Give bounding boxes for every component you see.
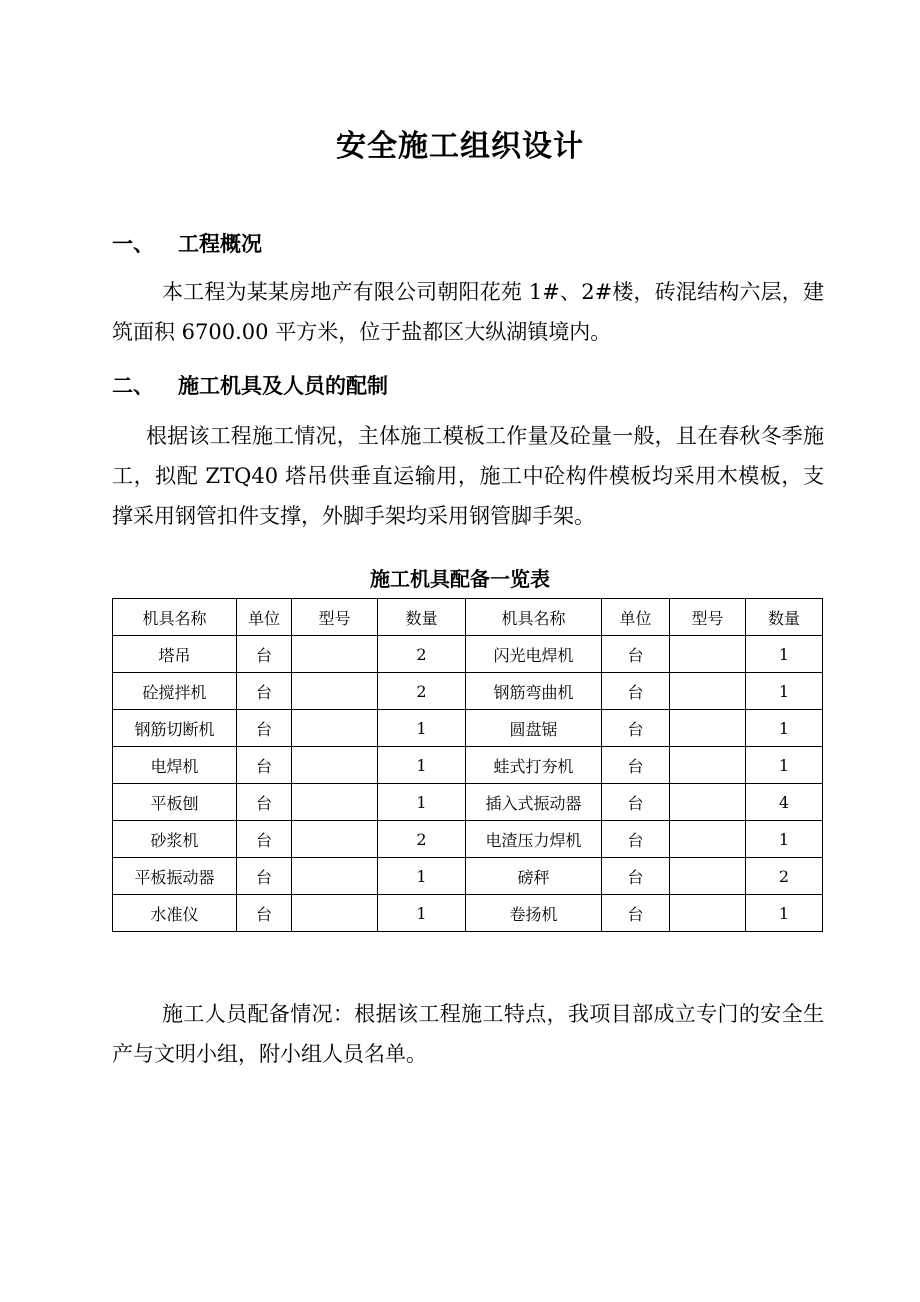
table-row xyxy=(113,895,823,932)
table-cell: 砼搅拌机 xyxy=(113,673,237,710)
table-row xyxy=(113,710,823,747)
section-title: 工程概况 xyxy=(178,232,262,256)
table-cell: 1 xyxy=(378,858,466,895)
header-cell: 机具名称 xyxy=(466,599,602,636)
table-cell: 1 xyxy=(378,710,466,747)
table-cell: 钢筋切断机 xyxy=(113,710,237,747)
table-cell xyxy=(670,673,746,710)
table-body xyxy=(113,636,823,932)
table-cell xyxy=(292,784,378,821)
table-cell: 2 xyxy=(378,673,466,710)
table-cell: 2 xyxy=(746,858,823,895)
table-row xyxy=(113,784,823,821)
table-row xyxy=(113,858,823,895)
table-header-row xyxy=(113,599,823,636)
table-cell: 1 xyxy=(746,895,823,932)
table-row xyxy=(113,636,823,673)
overview-paragraph: 本工程为某某房地产有限公司朝阳花苑 1#、2#楼，砖混结构六层，建筑面积 6700.00 平方米，位于盐都区大纵湖镇境内。 xyxy=(112,280,824,344)
table-cell xyxy=(670,747,746,784)
table-cell: 1 xyxy=(378,784,466,821)
table-cell: 闪光电焊机 xyxy=(466,636,602,673)
table-cell: 1 xyxy=(746,710,823,747)
table-row xyxy=(113,747,823,784)
header-cell: 型号 xyxy=(292,599,378,636)
table-cell: 台 xyxy=(237,784,292,821)
table-cell: 台 xyxy=(237,710,292,747)
table-cell xyxy=(292,858,378,895)
table-cell: 1 xyxy=(746,747,823,784)
table-cell: 圆盘锯 xyxy=(466,710,602,747)
table-cell: 台 xyxy=(237,747,292,784)
table-cell: 1 xyxy=(746,636,823,673)
table-cell: 砂浆机 xyxy=(113,821,237,858)
table-cell: 磅秤 xyxy=(466,858,602,895)
section-title: 施工机具及人员的配制 xyxy=(178,374,388,398)
table-row xyxy=(113,821,823,858)
table-cell xyxy=(670,710,746,747)
table-cell: 台 xyxy=(602,821,670,858)
table-cell: 台 xyxy=(602,858,670,895)
section-number: 二、 xyxy=(112,374,154,398)
table-cell: 台 xyxy=(602,673,670,710)
table-cell xyxy=(670,636,746,673)
table-cell: 卷扬机 xyxy=(466,895,602,932)
section-heading-equipment xyxy=(112,370,388,402)
header-cell: 型号 xyxy=(670,599,746,636)
table-cell: 台 xyxy=(602,636,670,673)
table-cell: 台 xyxy=(237,821,292,858)
table-cell xyxy=(670,858,746,895)
header-cell: 数量 xyxy=(746,599,823,636)
table-cell: 平板刨 xyxy=(113,784,237,821)
table-cell: 水准仪 xyxy=(113,895,237,932)
table-cell: 1 xyxy=(378,747,466,784)
table-cell: 钢筋弯曲机 xyxy=(466,673,602,710)
table-cell xyxy=(292,747,378,784)
table-cell xyxy=(292,821,378,858)
table-cell: 电焊机 xyxy=(113,747,237,784)
table-cell xyxy=(292,636,378,673)
table-cell: 台 xyxy=(237,636,292,673)
personnel-paragraph: 施工人员配备情况：根据该工程施工特点，我项目部成立专门的安全生产与文明小组，附小组人员名单。 xyxy=(112,1002,824,1066)
table-cell: 插入式振动器 xyxy=(466,784,602,821)
section-heading-overview xyxy=(112,228,262,260)
table-cell: 台 xyxy=(602,710,670,747)
table-cell xyxy=(292,673,378,710)
table-cell: 台 xyxy=(602,747,670,784)
table-cell xyxy=(670,821,746,858)
table-cell: 台 xyxy=(237,858,292,895)
equipment-table xyxy=(112,598,823,932)
table-cell: 1 xyxy=(746,673,823,710)
table-cell xyxy=(292,895,378,932)
table-cell xyxy=(670,895,746,932)
table-cell: 塔吊 xyxy=(113,636,237,673)
table-cell: 台 xyxy=(602,784,670,821)
table-cell: 2 xyxy=(378,821,466,858)
section-number: 一、 xyxy=(112,232,154,256)
table-cell: 1 xyxy=(378,895,466,932)
header-cell: 单位 xyxy=(237,599,292,636)
table-cell: 台 xyxy=(602,895,670,932)
header-cell: 机具名称 xyxy=(113,599,237,636)
table-cell: 台 xyxy=(237,673,292,710)
table-cell xyxy=(292,710,378,747)
table-cell: 台 xyxy=(237,895,292,932)
document-title: 安全施工组织设计 xyxy=(336,129,584,164)
header-cell: 单位 xyxy=(602,599,670,636)
table-cell xyxy=(670,784,746,821)
header-cell: 数量 xyxy=(378,599,466,636)
table-cell: 电渣压力焊机 xyxy=(466,821,602,858)
table-cell: 4 xyxy=(746,784,823,821)
table-cell: 1 xyxy=(746,821,823,858)
table-cell: 平板振动器 xyxy=(113,858,237,895)
equipment-paragraph: 根据该工程施工情况，主体施工模板工作量及砼量一般，且在春秋冬季施工，拟配 ZTQ40 塔吊供垂直运输用，施工中砼构件模板均采用木模板，支撑采用钢管扣件支撑，外脚手架均采用钢管脚手架。 xyxy=(112,424,824,528)
table-cell: 2 xyxy=(378,636,466,673)
table-row xyxy=(113,673,823,710)
table-cell: 蛙式打夯机 xyxy=(466,747,602,784)
table-caption: 施工机具配备一览表 xyxy=(370,567,550,591)
